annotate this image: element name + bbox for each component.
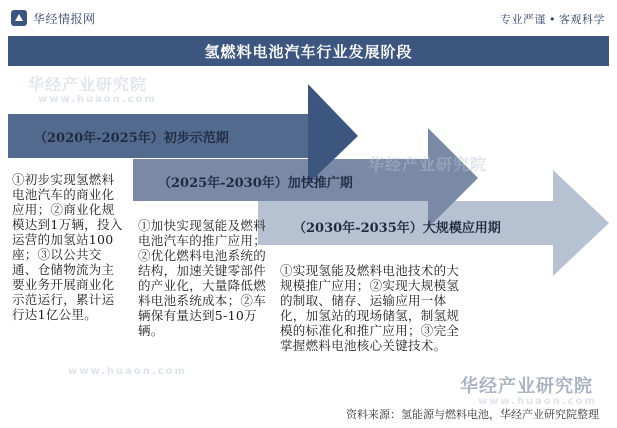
slogan xyxy=(500,11,605,27)
watermark-url-3: www.huaon.com xyxy=(478,396,597,407)
slogan-right: 客观科学 xyxy=(559,13,605,26)
source-note: 资料来源：氢能源与燃料电池，华经产业研究院整理 xyxy=(346,408,599,421)
brand-logo-icon xyxy=(10,9,28,27)
top-bar xyxy=(0,0,617,36)
stage-description-3: ①实现氢能及燃料电池技术的大规模推广应用；②实现大规模氢的制取、储存、运输应用一体化，加氢站的现场储氢，制氢规模的标准化和推广应用；③完全掌握燃料电池核心关键技术。 xyxy=(280,263,460,353)
watermark-url-2: www.huaon.com xyxy=(68,366,187,377)
watermark-brand-1: 华经产业研究院 xyxy=(28,75,148,94)
brand-bottom: 华经产业研究院 xyxy=(460,376,593,397)
diagram-title: 氢燃料电池汽车行业发展阶段 xyxy=(204,42,413,61)
stage-label-2: （2025年-2030年）加快推广期 xyxy=(158,176,353,191)
title-bar xyxy=(8,36,609,66)
brand-name: 华经情报网 xyxy=(33,11,96,26)
diagram-area xyxy=(8,66,609,420)
slogan-separator: • xyxy=(549,13,556,26)
stage-label-1: （2020年-2025年）初步示范期 xyxy=(34,131,229,146)
stage-description-2: ①加快实现氢能及燃料电池汽车的推广应用；②优化燃料电池系统的结构，加速关键零部件的产业化，大量降低燃料电池系统成本；②车辆保有量达到5-10万辆。 xyxy=(138,218,267,338)
watermark-brand-2: 华经产业研究院 xyxy=(368,155,488,174)
brand-logo xyxy=(10,9,96,27)
stage-description-1: ①初步实现氢燃料电池汽车的商业化应用；②商业化规模达到1万辆，投入运营的加氢站100座；③以公共交通、仓储物流为主要业务开展商业化示范运行，累计运行达1亿公里。 xyxy=(12,172,123,322)
stage-label-3: （2030年-2035年）大规模应用期 xyxy=(293,221,501,236)
slogan-left: 专业严谨 xyxy=(500,13,546,26)
watermark-url-1: www.huaon.com xyxy=(38,94,157,105)
